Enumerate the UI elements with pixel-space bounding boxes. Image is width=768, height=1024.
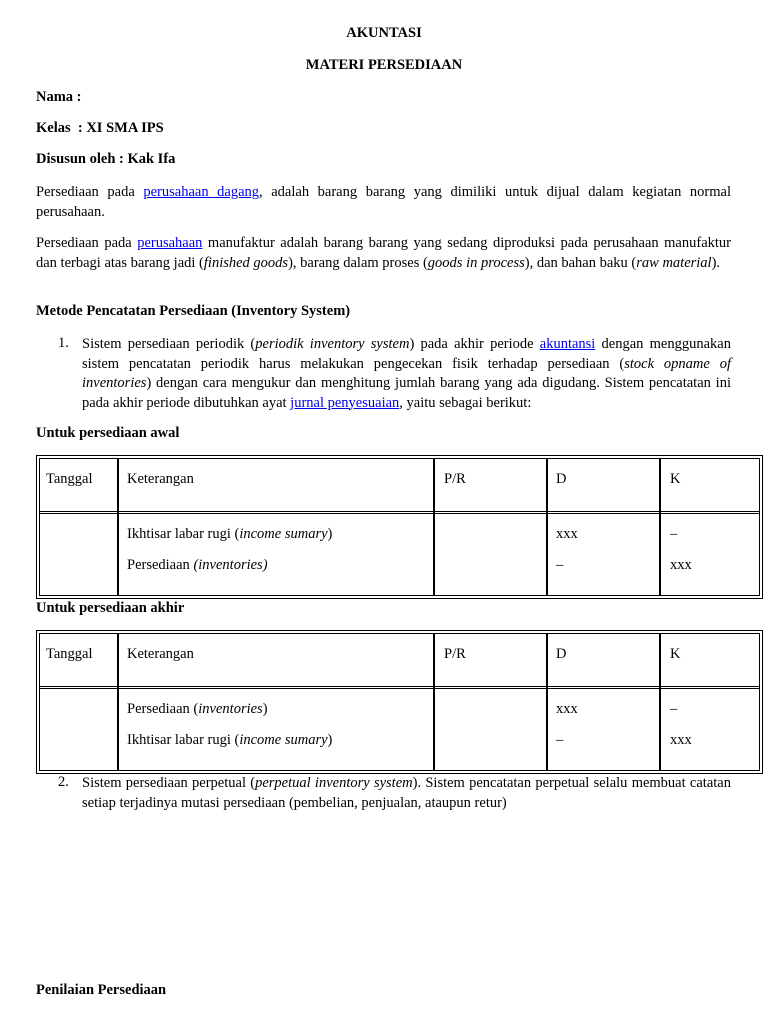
ket-text: Persediaan	[127, 557, 194, 573]
p2-text-b: manufaktur adalah barang barang yang sedang diproduksi pada perusahaan manufaktur dan terbagi atas barang jadi (	[36, 235, 731, 271]
header-keterangan: Keterangan	[127, 646, 194, 662]
document-subject: AKUNTASI	[346, 25, 422, 41]
col-divider	[117, 459, 119, 595]
list-item-perpetual	[82, 774, 731, 813]
ket-italic: income sumary	[239, 526, 328, 542]
header-keterangan: Keterangan	[127, 471, 194, 487]
col-divider	[433, 634, 435, 770]
table-row-1-kredit: –	[670, 701, 678, 717]
term-periodik-inventory-system: periodik inventory system	[255, 336, 410, 352]
header-pr: P/R	[444, 646, 466, 662]
header-pr: P/R	[444, 471, 466, 487]
table-frame	[39, 633, 760, 771]
table-row-2-keterangan	[127, 557, 268, 574]
table-row-1-debit: xxx	[556, 701, 578, 717]
table-row-2-debit: –	[556, 557, 564, 573]
table-row-1-debit: xxx	[556, 526, 578, 542]
p1-text-b: , adalah barang barang yang dimiliki untuk dijual dalam kegiatan normal perusahaan.	[36, 184, 731, 220]
table-row-2-debit: –	[556, 732, 564, 748]
journal-table-awal	[36, 455, 763, 599]
header-tanggal: Tanggal	[46, 646, 93, 662]
header-divider	[40, 511, 759, 514]
list-number-1: 1.	[58, 335, 69, 351]
paragraph-dagang	[36, 183, 731, 222]
col-divider	[659, 634, 661, 770]
section-heading-valuation: Penilaian Persediaan	[36, 982, 167, 998]
col-divider	[546, 459, 548, 595]
ket-end: )	[327, 526, 333, 542]
l2-text-a: Sistem persediaan perpetual (	[82, 775, 256, 791]
table-frame	[39, 458, 760, 596]
header-divider	[40, 686, 759, 689]
col-divider	[659, 459, 661, 595]
link-akuntansi[interactable]: akuntansi	[539, 336, 596, 352]
table-row-1-keterangan	[127, 701, 268, 718]
header-debit: D	[556, 646, 567, 662]
header-kredit: K	[670, 471, 681, 487]
l1-text-d: ) dengan cara mengukur dan menghitung jumlah barang yang ada digudang. Sistem pencatatan ini pada akhir periode dibutuhkan ayat	[82, 375, 731, 411]
term-perpetual-inventory-system: perpetual inventory system	[255, 775, 413, 791]
ket-italic: income sumary	[239, 732, 328, 748]
l1-text-a: Sistem persediaan periodik (	[82, 336, 256, 352]
link-perusahaan-dagang[interactable]: perusahaan dagang	[143, 184, 260, 200]
table-row-2-kredit: xxx	[670, 732, 692, 748]
term-finished-goods: finished goods	[203, 254, 289, 271]
col-divider	[433, 459, 435, 595]
col-divider	[117, 634, 119, 770]
ket-end: )	[262, 701, 268, 717]
term-stock-opname: stock opname of inventories	[82, 355, 731, 391]
author-label: Disusun oleh : Kak Ifa	[36, 151, 176, 167]
p2-text-a: Persediaan pada	[36, 235, 138, 251]
table-row-2-keterangan	[127, 732, 332, 749]
term-goods-in-process: goods in process	[427, 254, 525, 271]
list-number-2: 2.	[58, 774, 69, 790]
header-tanggal: Tanggal	[46, 471, 93, 487]
ket-text: Persediaan (	[127, 701, 199, 717]
document-title: MATERI PERSEDIAAN	[305, 57, 463, 73]
l1-text-b: ) pada akhir periode	[409, 336, 540, 352]
table-row-1-kredit: –	[670, 526, 678, 542]
name-field-label: Nama :	[36, 89, 82, 105]
ket-italic: (inventories)	[193, 557, 268, 573]
list-item-periodik	[82, 335, 731, 413]
l1-text-c: dengan menggunakan sistem pencatatan periodik harus melakukan pengecekan fisik terhadap persediaan (	[82, 336, 731, 372]
p1-text-a: Persediaan pada	[36, 184, 144, 200]
caption-persediaan-akhir: Untuk persediaan akhir	[36, 600, 185, 616]
caption-persediaan-awal: Untuk persediaan awal	[36, 425, 180, 441]
table-row-2-kredit: xxx	[670, 557, 692, 573]
col-divider	[546, 634, 548, 770]
ket-end: )	[327, 732, 333, 748]
term-raw-material: raw material	[636, 254, 712, 271]
journal-table-akhir	[36, 630, 763, 774]
section-heading-method: Metode Pencatatan Persediaan (Inventory System)	[36, 303, 351, 319]
header-kredit: K	[670, 646, 681, 662]
link-perusahaan[interactable]: perusahaan	[137, 235, 203, 251]
header-debit: D	[556, 471, 567, 487]
ket-italic: inventories	[198, 701, 263, 717]
p2-text-c: ), barang dalam proses (	[288, 254, 428, 271]
link-jurnal-penyesuaian[interactable]: jurnal penyesuaian	[290, 394, 400, 411]
ket-text: Ikhtisar labar rugi (	[127, 526, 240, 542]
p2-text-d: ), dan bahan baku (	[524, 254, 637, 271]
p2-text-e: ).	[711, 254, 721, 271]
ket-text: Ikhtisar labar rugi (	[127, 732, 240, 748]
class-label: Kelas : XI SMA IPS	[36, 120, 164, 136]
l1-text-e: , yaitu sebagai berikut:	[399, 394, 532, 411]
l2-text-b: ). Sistem pencatatan perpetual selalu membuat catatan setiap terjadinya mutasi persediaan (pembelian, penjualan, ataupun retur)	[82, 775, 731, 811]
table-row-1-keterangan	[127, 526, 332, 543]
paragraph-manufaktur	[36, 234, 731, 273]
